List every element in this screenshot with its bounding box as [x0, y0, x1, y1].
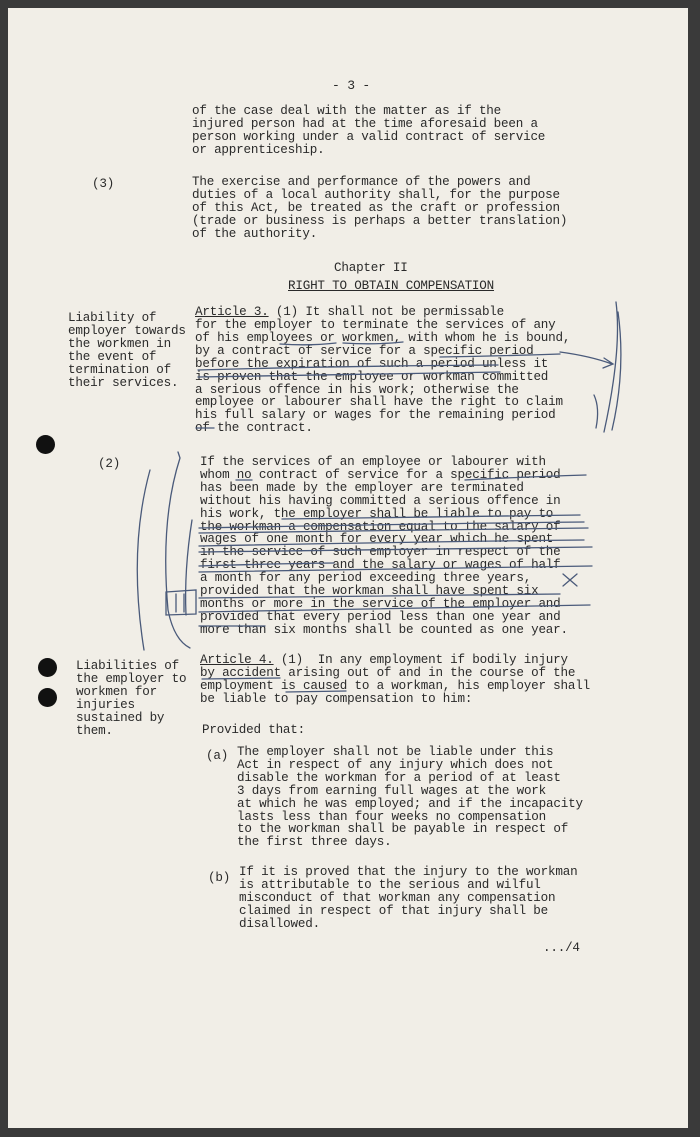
paragraph-3-text: The exercise and performance of the powers and duties of a local authority shall, for the purpose of this Act, be treated as the craft or profession (trade or business is perhaps a better translation) of the authority. [192, 175, 568, 241]
continuation-paragraph: of the case deal with the matter as if the injured person had at the time aforesaid been a person working under a valid contract of service or apprenticeship. [192, 104, 546, 157]
article-3-para2-text: If the services of an employee or labourer with whom no contract of service for a specific period has been made by the employer are terminated without his having committed a serious offence in his work, the employer shall be liable to pay to the workman a compensation equal to the salary of wages of one month for every year which he spent in the service of such employer in respect of the first three years and the salary or wages of half a month for any period exceeding three years, provided that the workman shall have spent six months or more in the service of the employer and provided that every period less than one year and more than six months shall be counted as one year. [200, 455, 568, 637]
item-a-text: The employer shall not be liable under this Act in respect of any injury which does not disable the workman for a period of at least 3 days from earning full wages at the work at which he was employed; and if the incapacity lasts less than four weeks no compensation to the workman shall be payable in respect of the first three days. [237, 745, 583, 850]
paragraph-3-number: (3) [92, 177, 115, 191]
article-4-provided: Provided that: [202, 723, 306, 737]
chapter-title: RIGHT TO OBTAIN COMPENSATION [288, 279, 495, 293]
punch-hole-3 [38, 688, 57, 707]
article-3-para2-number: (2) [98, 457, 121, 471]
article-3-margin-note: Liability of employer towards the workmen in the event of termination of their services. [68, 311, 186, 390]
article-4-first-line [200, 654, 568, 667]
page-number: - 3 - [332, 78, 371, 93]
article-4-margin-note: Liabilities of the employer to workmen for injuries sustained by them. [76, 659, 187, 738]
punch-hole-2 [38, 658, 57, 677]
article-4-para1-text: by accident arising out of and in the course of the employment is caused to a workman, his employer shall be liable to pay compensation to him: [200, 666, 590, 706]
continued-marker: .../4 [543, 941, 580, 955]
article-3-para1-first-line: (1) It shall not be permissable [268, 305, 505, 319]
chapter-number: Chapter II [334, 261, 408, 275]
article-4-para1-first-line: (1) In any employment if bodily injury [273, 653, 568, 667]
item-b-label: (b) [208, 871, 231, 885]
article-3-first-line [195, 306, 504, 319]
punch-hole-1 [36, 435, 55, 454]
item-b-text: If it is proved that the injury to the workman is attributable to the serious and wilful misconduct of that workman any compensation claimed in respect of that injury shall be disallowed. [239, 865, 578, 931]
article-3-para1-text: for the employer to terminate the services of any of his employees or workmen, with whom he is bound, by a contract of service for a specific period before the expiration of such a period unless it is proven that the employee or workman committed a serious offence in his work; otherwise the employee or labourer shall have the right to claim his full salary or wages for the remaining period of the contract. [195, 318, 571, 436]
article-3-heading: Article 3. [195, 305, 269, 319]
item-a-label: (a) [206, 749, 229, 763]
article-4-heading: Article 4. [200, 653, 274, 667]
